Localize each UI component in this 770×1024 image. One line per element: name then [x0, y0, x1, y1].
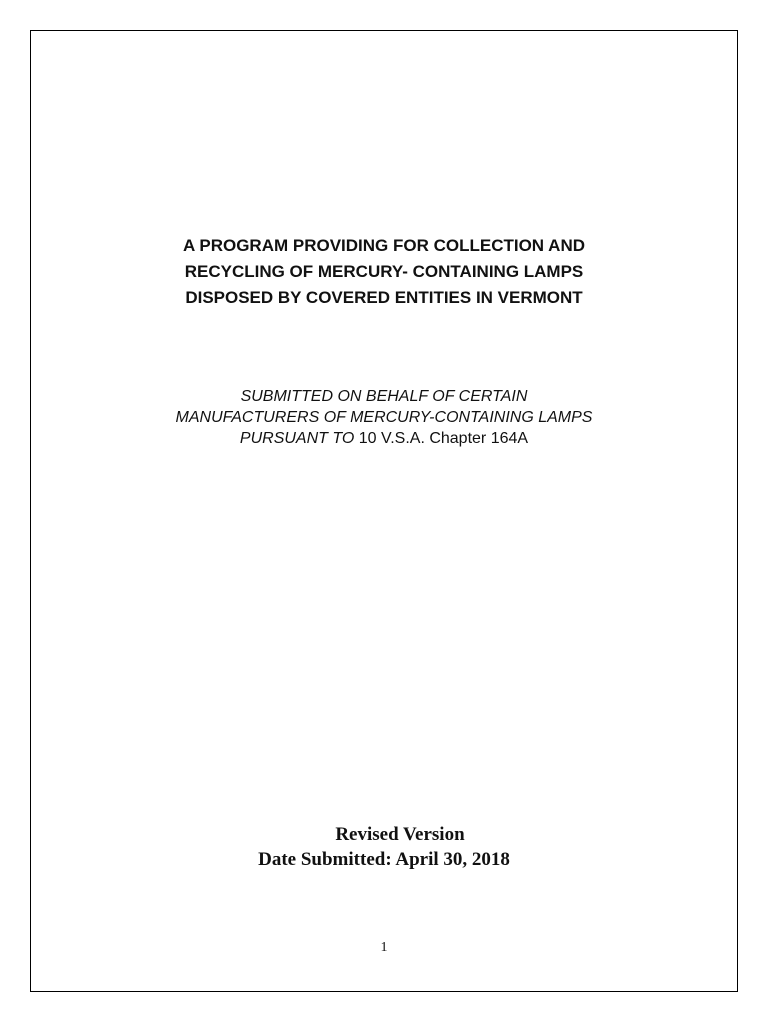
document-title [30, 233, 738, 311]
date-submitted: Date Submitted: April 30, 2018 [258, 849, 510, 870]
title-line-3: DISPOSED BY COVERED ENTITIES IN VERMONT [185, 288, 583, 307]
revision-info [30, 822, 738, 872]
title-line-1: A PROGRAM PROVIDING FOR COLLECTION AND [182, 236, 585, 255]
submitted-line-2: MANUFACTURERS OF MERCURY-CONTAINING LAMPS [175, 409, 593, 426]
revised-version-label: Revised Version [335, 824, 465, 845]
submission-statement [30, 386, 738, 449]
submitted-line-1: SUBMITTED ON BEHALF OF CERTAIN [240, 388, 528, 405]
page-number: 1 [380, 940, 388, 955]
statute-reference: 10 V.S.A. Chapter 164A [354, 430, 529, 447]
submitted-line-3 [30, 428, 738, 449]
title-line-2: RECYCLING OF MERCURY- CONTAINING LAMPS [184, 262, 584, 281]
pursuant-to-text: PURSUANT TO [239, 430, 355, 447]
